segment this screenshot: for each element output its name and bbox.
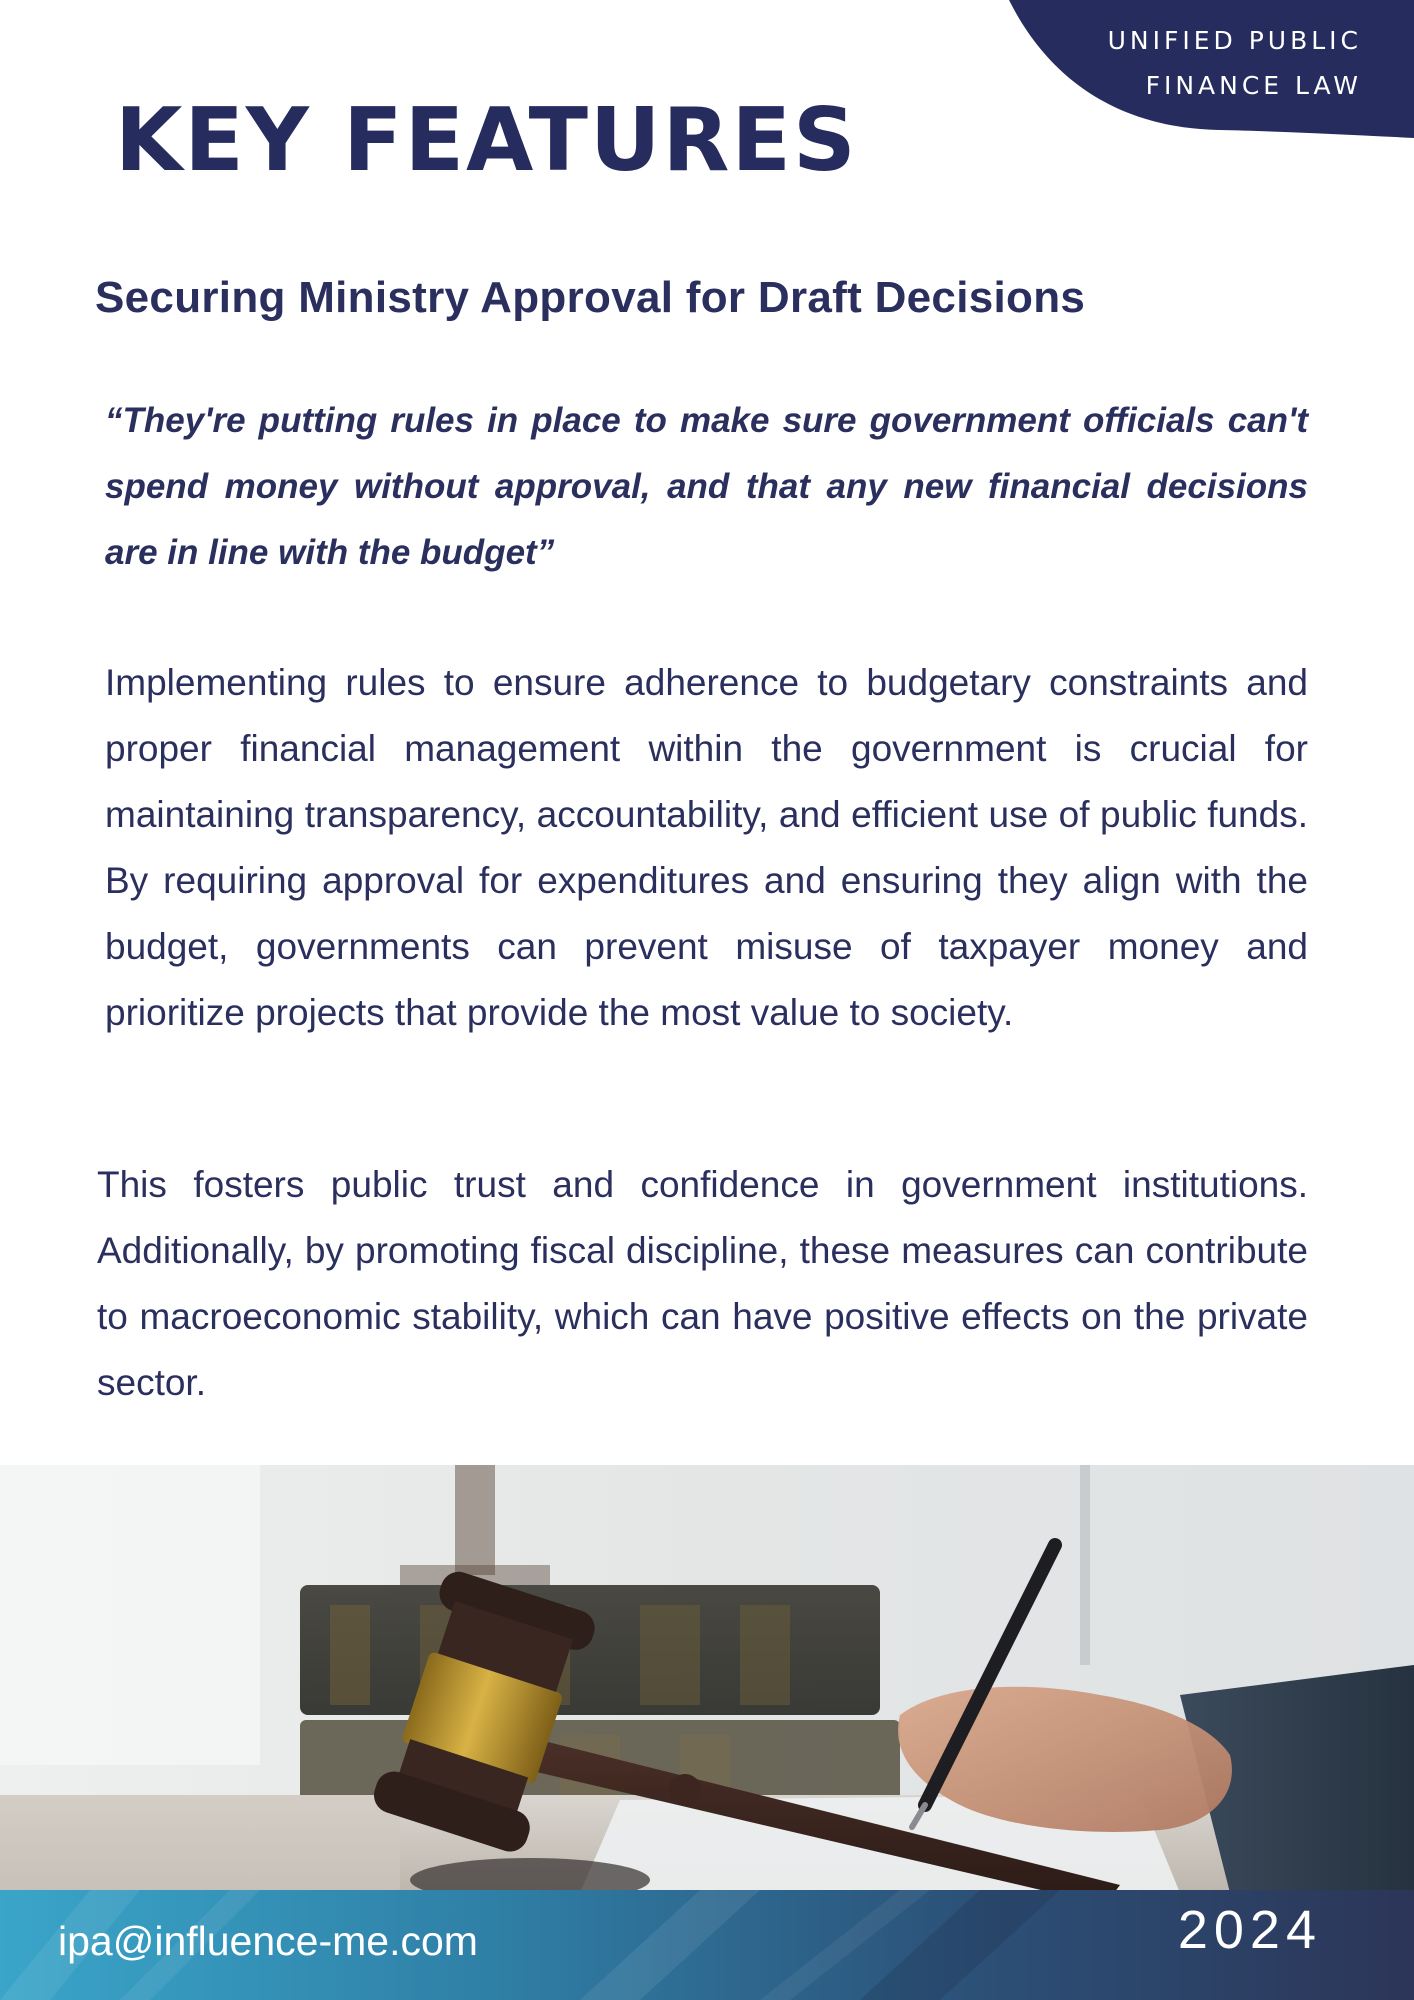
section-heading: Securing Ministry Approval for Draft Decisions bbox=[95, 273, 1086, 322]
corner-label bbox=[1042, 18, 1362, 108]
gavel-photo bbox=[0, 1465, 1414, 1893]
footer-email[interactable]: ipa@influence-me.com bbox=[58, 1918, 478, 1964]
corner-label-line-1: UNIFIED PUBLIC bbox=[1107, 26, 1362, 55]
gavel-illustration bbox=[0, 1465, 1414, 1893]
corner-label-line-2: FINANCE LAW bbox=[1145, 71, 1362, 100]
pull-quote: “They're putting rules in place to make sure government officials can't spend money without approval, and that any new financial decisions are in line with the budget” bbox=[105, 401, 1308, 572]
header-corner-tab bbox=[1009, 0, 1414, 140]
footer-bar bbox=[0, 1890, 1414, 2000]
body-paragraph-1: Implementing rules to ensure adherence to budgetary constraints and proper financial management within the government is crucial for maintaining transparency, accountability, and efficient use of public funds. By requiring approval for expenditures and ensuring they align with the budget, governments can prevent misuse of taxpayer money and prioritize projects that provide the most value to society. bbox=[105, 662, 1308, 1033]
page-title: KEY FEATURES bbox=[115, 89, 858, 191]
body-paragraph-2: This fosters public trust and confidence in government institutions. Additionally, by promoting fiscal discipline, these measures can contribute to macroeconomic stability, which can have positive effects on the private sector. bbox=[97, 1164, 1308, 1403]
footer-year: 2024 bbox=[1177, 1900, 1322, 1960]
